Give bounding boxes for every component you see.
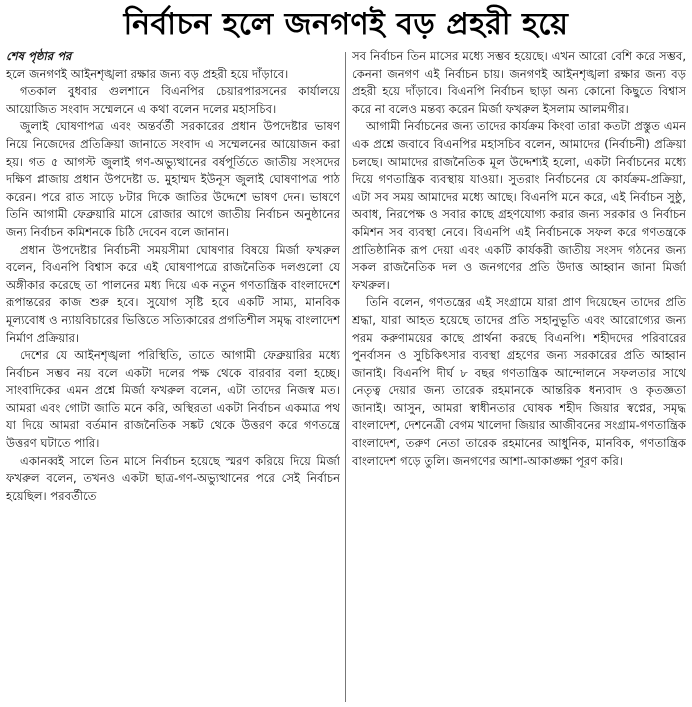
left-column <box>6 48 340 704</box>
continued-from-label: শেষ পৃষ্ঠার পর <box>6 49 72 63</box>
paragraph: সব নির্বাচন তিন মাসের মধ্যে সম্ভব হয়েছে। এখন আরো বেশি করে সম্ভব, কেননা জনগণ এই নির্বাচন চায়। জনগণই আইনশৃঙ্খলা রক্ষার জন্য বড় প্রহরী হয়ে দাঁড়াবে। বিএনপি নির্বাচন ছাড়া অন্য কোনো কিছুতে বিশ্বাস করে না বলেও মন্তব্য করেন মির্জা ফখরুল ইসলাম আলমগীর। <box>352 49 686 116</box>
paragraph: দেশের যে আইনশৃঙ্খলা পরিস্থিতি, তাতে আগামী ফেব্রুয়ারির মধ্যে নির্বাচন সম্ভব নয় বলে একটা দলের পক্ষ থেকে বারবার বলা হচ্ছে। সাংবাদিকের এমন প্রশ্নে মির্জা ফখরুল বলেন, এটা তাদের নিজস্ব মত। আমরা এবং গোটা জাতি মনে করি, অস্থিরতা একটা নির্বাচন একমাত্র পথ যা দিয়ে আমরা বর্তমান রাজনৈতিক সঙ্কট থেকে উত্তরণ করে গণতন্ত্রে উত্তরণ ঘটাতে পারি। <box>6 348 340 451</box>
paragraph: তিনি বলেন, গণতন্ত্রের এই সংগ্রামে যারা প্রাণ দিয়েছেন তাদের প্রতি শ্রদ্ধা, যারা আহত হয়েছে তাদের প্রতি সহানুভূতি এবং আরোগ্যের জন্য পরম করুণাময়ের কাছে প্রার্থনা করছে বিএনপি। শহীদদের পরিবারের পুনর্বাসন ও সুচিকিৎসার ব্যবস্থা গ্রহণের জন্য সরকারের প্রতি আহ্বান জানাই। বিএনপি দীর্ঘ ৮ বছর গণতান্ত্রিক আন্দোলনে সফলতার সাথে নেতৃত্ব দেয়ার জন্য তারেক রহমানকে আন্তরিক ধন্যবাদ ও কৃতজ্ঞতা জানাই। আসুন, আমরা স্বাধীনতার ঘোষক শহীদ জিয়ার স্বপ্নের, সমৃদ্ধ বাংলাদেশ, দেশনেত্রী বেগম খালেদা জিয়ার আজীবনের সংগ্রাম-গণতান্ত্রিক বাংলাদেশ, তরুণ নেতা তারেক রহমানের আধুনিক, মানবিক, গণতান্ত্রিক বাংলাদেশ গড়ে তুলি। জনগণের আশা-আকাঙ্ক্ষা পূরণ করি। <box>352 295 686 468</box>
article-headline: নির্বাচন হলে জনগণই বড় প্রহরী হয়ে <box>123 7 569 42</box>
article-body <box>0 48 692 704</box>
paragraph: প্রধান উপদেষ্টার নির্বাচনী সময়সীমা ঘোষণার বিষয়ে মির্জা ফখরুল বলেন, বিএনপি বিশ্বাস করে এই ঘোষণাপত্রে রাজনৈতিক দলগুলো যে অঙ্গীকার করেছে তা পালনের মধ্য দিয়ে এক নতুন গণতান্ত্রিক বাংলাদেশে রূপান্তরের কাজ শুরু হবে। সুযোগ সৃষ্টি হবে একটি সাম্য, মানবিক মূল্যবোধ ও ন্যায়বিচারের ভিত্তিতে সত্যিকারের প্রগতিশীল সমৃদ্ধ বাংলাদেশ নির্মাণ প্রক্রিয়ার। <box>6 242 340 345</box>
paragraph: আগামী নির্বাচনের জন্য তাদের কার্যক্রম কিংবা তারা কতটা প্রস্তুত এমন এক প্রশ্নে জবাবে বিএনপির মহাসচিব বলেন, আমাদের (নির্বাচনী) প্রক্রিয়া চলছে। আমাদের রাজনৈতিক মূল উদ্দেশ্যই হলো, একটা নির্বাচনের মধ্যে দিয়ে গণতান্ত্রিক ব্যবস্থায় যাওয়া। সুতরাং নির্বাচনের যে কার্যক্রম-প্রক্রিয়া, এটা সব সময় আমাদের মধ্যে আছে। বিএনপি মনে করে, এই নির্বাচন সুষ্ঠু, অবাধ, নিরপেক্ষ ও সবার কাছে গ্রহণযোগ্য করার জন্য সরকার ও নির্বাচন কমিশন সব ব্যবস্থা নেবে। বিএনপি এই নির্বাচনকে সফল করে গণতন্ত্রকে প্রাতিষ্ঠানিক রূপ দেয়া এবং একটি কার্যকরী জাতীয় সংসদ গঠনের জন্য সকল রাজনৈতিক দল ও জনগণের প্রতি উদাত্ত আহ্বান জানা মির্জা ফখরুল। <box>352 119 686 292</box>
paragraph: গতকাল বুধবার গুলশানে বিএনপির চেয়ারপারসনের কার্যালয়ে আয়োজিত সংবাদ সম্মেলনে এ কথা বলেন দলের মহাসচিব। <box>6 84 340 116</box>
paragraph: জুলাই ঘোষণাপত্র এবং অন্তর্বর্তী সরকারের প্রধান উপদেষ্টার ভাষণ নিয়ে নিজেদের প্রতিক্রিয়া জানাতে সংবাদ এ সম্মেলনের আয়োজন করা হয়। গত ৫ আগস্ট জুলাই গণ-অভ্যুত্থানের বর্ষপূর্তিতে জাতীয় সংসদের দক্ষিণ প্লাজায় প্রধান উপদেষ্টা ড. মুহাম্মদ ইউনূস জুলাই ঘোষণাপত্র পাঠ করেন। পরে রাত সাড়ে ৮টার দিকে জাতির উদ্দেশে ভাষণ দেন। ভাষণে তিনি আগামী ফেব্রুয়ারি মাসে রোজার আগে জাতীয় নির্বাচন অনুষ্ঠানের জন্য নির্বাচন কমিশনকে চিঠি দেবেন বলে জানান। <box>6 119 340 239</box>
right-column <box>352 48 686 704</box>
paragraph: একানব্বই সালে তিন মাসে নির্বাচন হয়েছে স্মরণ করিয়ে দিয়ে মির্জা ফখরুল বলেন, তখনও একটা ছাত্র-গণ-অভ্যুত্থানের পরে সেই নির্বাচন হয়েছিল। পরবর্তীতে <box>6 453 340 503</box>
paragraph: হলে জনগণই আইনশৃঙ্খলা রক্ষার জন্য বড় প্রহরী হয়ে দাঁড়াবে। <box>6 66 289 81</box>
